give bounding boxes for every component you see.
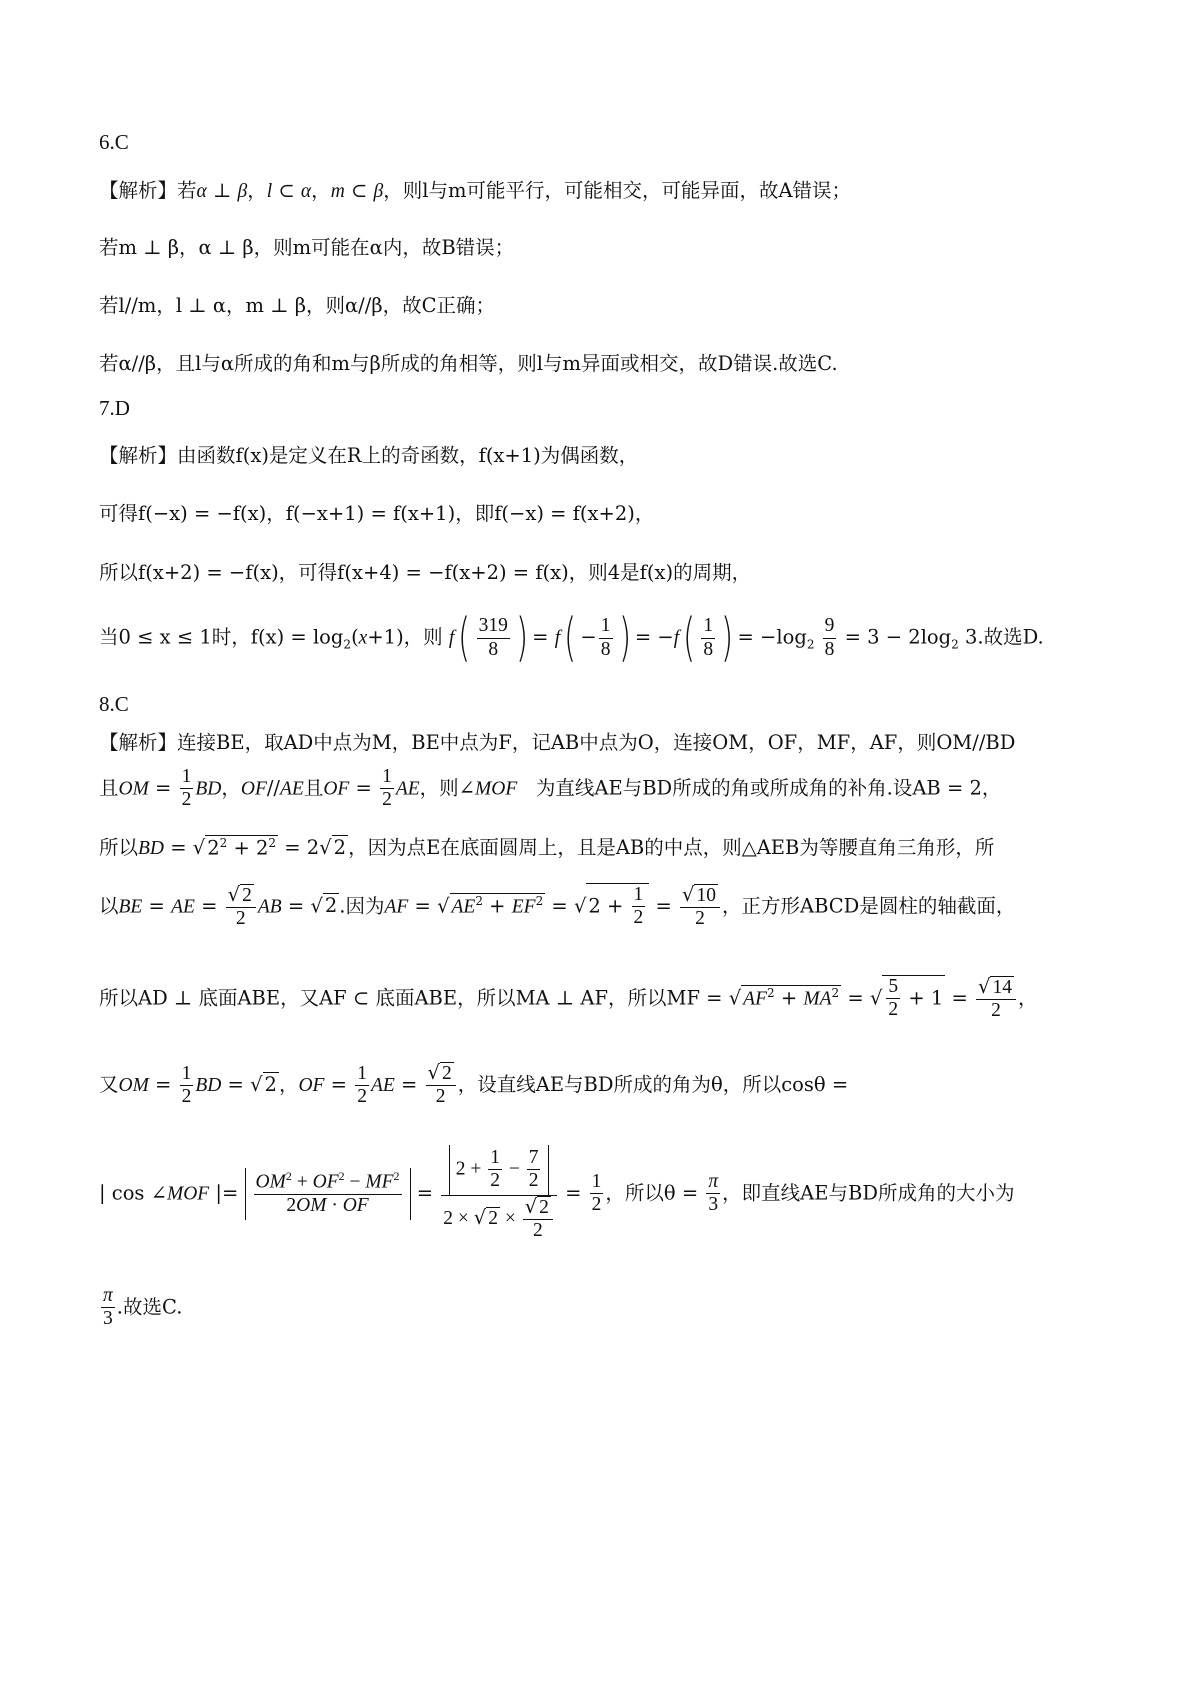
q7-line-3: 所以f(x+2) = −f(x)，可得f(x+4) = −f(x+2) = f(x)，则4是f(x)的周期， [99, 561, 752, 584]
q7-line-4: 当0 ≤ x ≤ 1时，$f(x) = \log_2(x+1)$，则 f( $\frac{319}{8}$ ) = f( − $\frac{1}{8}$ ) = −f( $\frac{1}{8}$ ) = $-\log_2$ $\frac{9}{8}$ = $3 - 2\log_2$ 3.故选D. [99, 608, 1044, 668]
q8-line-4: 以BE = AE = $\frac{√ 2}{2}$ AB = √ 2 .因为AF = √ $AE^2 + EF^2$ = √ 2 + $\frac{1}{2}$ = $\frac{√ 10}{2}$ ，正方形ABCD是圆柱的轴截面， [99, 882, 1016, 929]
q7-line-2: 可得f(−x) = −f(x)，f(−x+1) = f(x+1)，即f(−x) = f(x+2)， [99, 502, 655, 525]
q8-line-2: 且OM = $\frac{1}{2}$ BD，OF//AE且OF = $\frac{1}{2}$ AE，则∠MOF 为直线AE与BD所成的角或所成角的补角.设AB = 2， [99, 766, 1002, 811]
answer-8: 8.C [99, 692, 129, 716]
answer-6: 6.C [99, 130, 129, 154]
q6-line-1: 【解析】若α ⊥ β，l ⊂ α，m ⊂ β，则l与m可能平行，可能相交，可能异面，故A错误； [99, 179, 852, 202]
q6-line-2: 若m ⊥ β，α ⊥ β，则m可能在α内，故B错误； [99, 236, 515, 259]
q8-line-5: 所以AD ⊥ 底面ABE，又AF ⊂ 底面ABE，所以MA ⊥ AF，所以MF = √ $AF^2 + MA^2$ = √ $\frac{5}{2}$ + 1 = $\frac{√ 14}{2}$ ， [99, 974, 1038, 1021]
q6-line-4: 若α//β，且l与α所成的角和m与β所成的角相等，则l与m异面或相交，故D错误.故选C. [99, 352, 838, 375]
answer-7: 7.D [99, 396, 130, 420]
q8-line-6: 又OM = $\frac{1}{2}$ BD = √ 2 ，OF = $\frac{1}{2}$ AE = $\frac{√ 2}{2}$ ，设直线AE与BD所成的角为θ，所以cosθ = [99, 1061, 849, 1108]
q7-line-1: 【解析】由函数f(x)是定义在R上的奇函数，f(x+1)为偶函数， [99, 444, 639, 467]
q8-line-8: $\frac{\pi}{3}$ .故选C. [103, 1285, 183, 1330]
q8-line-1: 【解析】连接BE，取AD中点为M，BE中点为F，记AB中点为O，连接OM，OF，MF，AF，则OM//BD [99, 731, 1016, 754]
q8-line-7: | cos ∠MOF |= $\frac{OM^2 + OF^2 - MF^2}{2OM \cdot OF}$ = 2 + $\frac{1}{2}$ − $\frac{7}{2}$ 2 × √ 2 × $\frac{√ 2}{2}$ = $\frac{1}{2}$ ，所以θ = $\frac{\pi}{3}$ ，即直线AE与BD所成角的大小为 [99, 1147, 1015, 1242]
q6-line-3: 若l//m，l ⊥ α，m ⊥ β，则α//β，故C正确； [99, 294, 496, 317]
q8-line-3: 所以BD = √ $2^2 + 2^2 = 2√$ 2 ，因为点E在底面圆周上，且是AB的中点，则△AEB为等腰直角三角形，所 [99, 835, 995, 859]
